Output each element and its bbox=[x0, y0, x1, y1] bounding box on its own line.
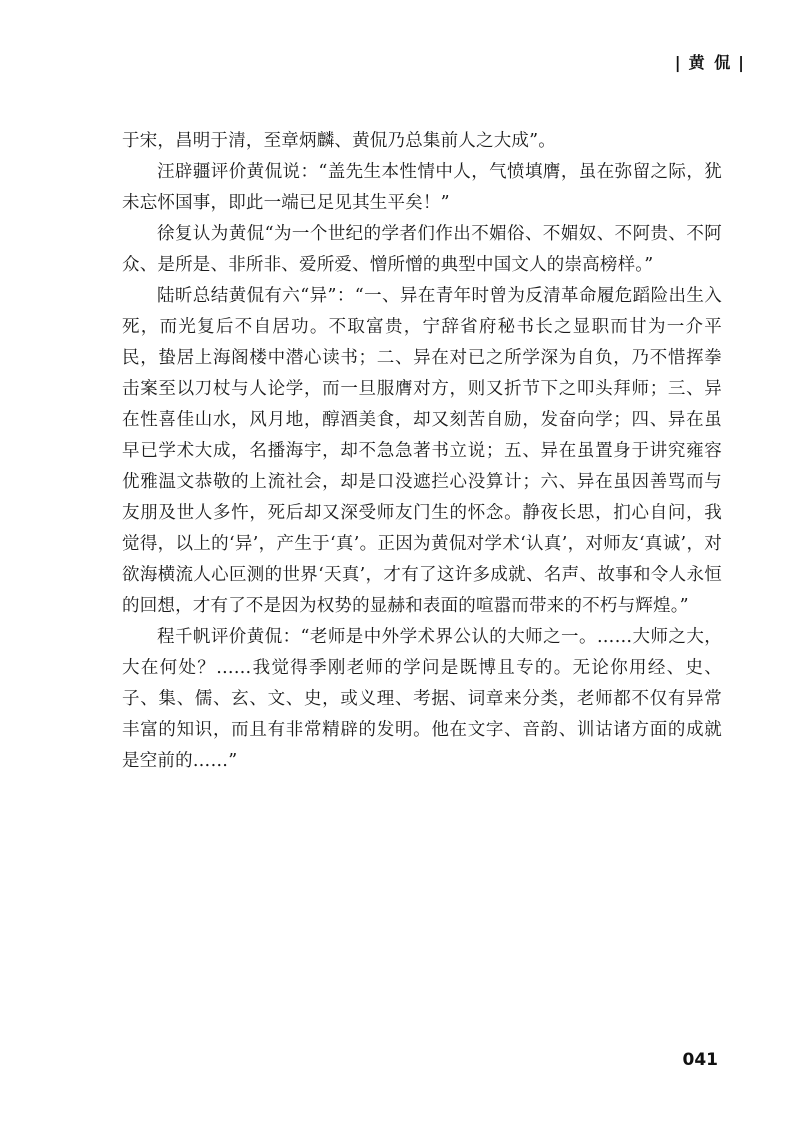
running-head bbox=[669, 50, 752, 73]
paragraph-wang-pijiang: 汪辟疆评价黄侃说：“盖先生本性情中人，气愤填膺，虽在弥留之际，犹未忘怀国事，即此一端已足见其生平矣！” bbox=[122, 162, 722, 213]
paragraph-lu-xin: 陆昕总结黄侃有六“异”：“一、异在青年时曾为反清革命履危蹈险出生入死，而光复后不自居功。不取富贵，宁辞省府秘书长之显职而甘为一介平民，蛰居上海阁楼中潜心读书；二、异在对已之所学深为自负，乃不惜挥拳击案至以刀杖与人论学，而一旦服膺对方，则又折节下之叩头拜师；三、异在性喜佳山水，风月地，醇酒美食，却又刻苦自励，发奋向学；四、异在虽早已学术大成，名播海宇，却不急急著书立说；五、异在虽置身于讲究雍容优雅温文恭敬的上流社会，却是口没遮拦心没算计；六、异在虽因善骂而与友朋及世人多忤，死后却又深受师友门生的怀念。静夜长思，扪心自问，我觉得，以上的‘异’，产生于‘真’。正因为黄侃对学术‘认真’，对师友‘真诚’，对欲海横流人心叵测的世界‘天真’，才有了这许多成就、名声、故事和令人永恒的回想，才有了不是因为权势的显赫和表面的喧嚣而带来的不朽与辉煌。” bbox=[122, 286, 722, 616]
text-body bbox=[122, 126, 722, 777]
paragraph-xu-fu: 徐复认为黄侃“为一个世纪的学者们作出不媚俗、不媚奴、不阿贵、不阿众、是所是、非所非、爱所爱、憎所憎的典型中国文人的崇高榜样。” bbox=[122, 224, 722, 275]
running-head-bar-right: | bbox=[738, 53, 746, 72]
running-head-bar-left: | bbox=[674, 53, 683, 72]
paragraph-cheng-qianfan: 程千帆评价黄侃：“老师是中外学术界公认的大师之一。……大师之大，大在何处？……我觉得季刚老师的学问是既博且专的。无论你用经、史、子、集、儒、玄、文、史，或义理、考据、词章来分类，老师都不仅有异常丰富的知识，而且有非常精辟的发明。他在文字、音韵、训诂诸方面的成就是空前的……” bbox=[122, 627, 722, 771]
paragraph-continuation: 于宋，昌明于清，至章炳麟、黄侃乃总集前人之大成”。 bbox=[122, 131, 556, 151]
running-head-title: 黄 侃 bbox=[688, 53, 733, 72]
page-number: 041 bbox=[682, 1050, 718, 1070]
